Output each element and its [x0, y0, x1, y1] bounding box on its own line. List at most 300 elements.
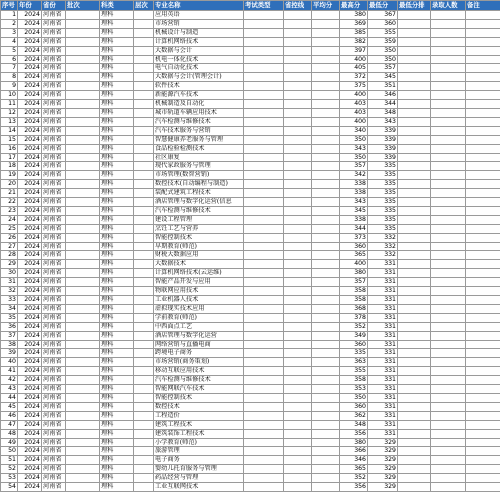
cell-major[interactable]: 工程造价 [154, 411, 244, 420]
cell-max[interactable]: 350 [340, 153, 368, 162]
cell-batch[interactable] [66, 340, 100, 349]
table-row[interactable] [1, 55, 500, 64]
table-row[interactable] [1, 91, 500, 100]
cell-exam-type[interactable] [244, 385, 284, 394]
cell-level[interactable] [134, 429, 154, 438]
cell-min-rank[interactable] [398, 402, 431, 411]
table-row[interactable] [1, 447, 500, 456]
cell-category[interactable]: 理科 [100, 447, 134, 456]
table-row[interactable] [1, 465, 500, 474]
cell-admitted[interactable] [431, 215, 466, 224]
cell-index[interactable]: 53 [1, 474, 18, 483]
cell-level[interactable] [134, 91, 154, 100]
cell-batch[interactable] [66, 233, 100, 242]
cell-min-rank[interactable] [398, 206, 431, 215]
cell-exam-type[interactable] [244, 429, 284, 438]
table-row[interactable] [1, 287, 500, 296]
cell-batch[interactable] [66, 180, 100, 189]
cell-province[interactable]: 河南省 [42, 242, 66, 251]
cell-level[interactable] [134, 393, 154, 402]
cell-exam-type[interactable] [244, 251, 284, 260]
table-row[interactable] [1, 153, 500, 162]
cell-major[interactable]: 智能网联汽车技术 [154, 385, 244, 394]
cell-min[interactable]: 329 [368, 456, 398, 465]
cell-admitted[interactable] [431, 233, 466, 242]
cell-level[interactable] [134, 447, 154, 456]
cell-max[interactable]: 345 [340, 206, 368, 215]
cell-remark[interactable] [466, 367, 500, 376]
cell-exam-type[interactable] [244, 438, 284, 447]
cell-min-rank[interactable] [398, 100, 431, 109]
cell-min[interactable]: 331 [368, 296, 398, 305]
cell-index[interactable]: 4 [1, 37, 18, 46]
cell-max[interactable]: 397 [340, 46, 368, 55]
cell-year[interactable]: 2024 [18, 108, 42, 117]
cell-year[interactable]: 2024 [18, 162, 42, 171]
cell-year[interactable]: 2024 [18, 126, 42, 135]
cell-min[interactable]: 331 [368, 260, 398, 269]
cell-exam-type[interactable] [244, 296, 284, 305]
cell-remark[interactable] [466, 135, 500, 144]
cell-average[interactable] [312, 367, 340, 376]
col-header-average[interactable]: 平均分 [312, 1, 340, 11]
cell-level[interactable] [134, 287, 154, 296]
cell-control-line[interactable] [284, 55, 312, 64]
cell-exam-type[interactable] [244, 64, 284, 73]
cell-min[interactable]: 335 [368, 180, 398, 189]
cell-control-line[interactable] [284, 376, 312, 385]
cell-level[interactable] [134, 402, 154, 411]
cell-batch[interactable] [66, 296, 100, 305]
cell-index[interactable]: 3 [1, 28, 18, 37]
cell-exam-type[interactable] [244, 206, 284, 215]
cell-major[interactable]: 电子商务 [154, 456, 244, 465]
cell-category[interactable]: 理科 [100, 206, 134, 215]
cell-exam-type[interactable] [244, 260, 284, 269]
cell-admitted[interactable] [431, 224, 466, 233]
cell-province[interactable]: 河南省 [42, 126, 66, 135]
cell-batch[interactable] [66, 429, 100, 438]
cell-category[interactable]: 理科 [100, 135, 134, 144]
cell-remark[interactable] [466, 100, 500, 109]
cell-level[interactable] [134, 144, 154, 153]
table-row[interactable] [1, 64, 500, 73]
table-row[interactable] [1, 349, 500, 358]
cell-province[interactable]: 河南省 [42, 349, 66, 358]
cell-min[interactable]: 331 [368, 287, 398, 296]
cell-max[interactable]: 360 [340, 402, 368, 411]
cell-remark[interactable] [466, 91, 500, 100]
cell-control-line[interactable] [284, 233, 312, 242]
cell-level[interactable] [134, 162, 154, 171]
cell-major[interactable]: 现代家政服务与管理 [154, 162, 244, 171]
cell-admitted[interactable] [431, 269, 466, 278]
cell-province[interactable]: 河南省 [42, 233, 66, 242]
cell-major[interactable]: 工业机器人技术 [154, 296, 244, 305]
table-row[interactable] [1, 180, 500, 189]
cell-province[interactable]: 河南省 [42, 260, 66, 269]
cell-min[interactable]: 367 [368, 11, 398, 20]
cell-index[interactable]: 43 [1, 385, 18, 394]
cell-remark[interactable] [466, 233, 500, 242]
cell-control-line[interactable] [284, 402, 312, 411]
cell-year[interactable]: 2024 [18, 331, 42, 340]
cell-exam-type[interactable] [244, 287, 284, 296]
cell-category[interactable]: 理科 [100, 322, 134, 331]
cell-index[interactable]: 34 [1, 304, 18, 313]
cell-min-rank[interactable] [398, 269, 431, 278]
cell-major[interactable]: 电气自动化技术 [154, 64, 244, 73]
cell-average[interactable] [312, 180, 340, 189]
cell-min-rank[interactable] [398, 349, 431, 358]
cell-admitted[interactable] [431, 483, 466, 492]
cell-exam-type[interactable] [244, 376, 284, 385]
cell-min-rank[interactable] [398, 278, 431, 287]
table-row[interactable] [1, 233, 500, 242]
cell-control-line[interactable] [284, 447, 312, 456]
table-row[interactable] [1, 483, 500, 492]
cell-exam-type[interactable] [244, 269, 284, 278]
cell-exam-type[interactable] [244, 224, 284, 233]
cell-average[interactable] [312, 402, 340, 411]
cell-category[interactable]: 理科 [100, 483, 134, 492]
cell-min-rank[interactable] [398, 108, 431, 117]
cell-category[interactable]: 理科 [100, 180, 134, 189]
cell-exam-type[interactable] [244, 215, 284, 224]
cell-min[interactable]: 345 [368, 73, 398, 82]
cell-exam-type[interactable] [244, 411, 284, 420]
cell-level[interactable] [134, 153, 154, 162]
cell-min-rank[interactable] [398, 242, 431, 251]
cell-min[interactable]: 355 [368, 28, 398, 37]
cell-province[interactable]: 河南省 [42, 313, 66, 322]
cell-major[interactable]: 智慧健康养老服务与管理 [154, 135, 244, 144]
cell-control-line[interactable] [284, 108, 312, 117]
cell-control-line[interactable] [284, 385, 312, 394]
cell-category[interactable]: 理科 [100, 28, 134, 37]
cell-exam-type[interactable] [244, 331, 284, 340]
cell-level[interactable] [134, 304, 154, 313]
cell-admitted[interactable] [431, 287, 466, 296]
cell-min-rank[interactable] [398, 46, 431, 55]
cell-min[interactable]: 331 [368, 393, 398, 402]
cell-major[interactable]: 药品经营与管理 [154, 474, 244, 483]
cell-province[interactable]: 河南省 [42, 73, 66, 82]
cell-control-line[interactable] [284, 64, 312, 73]
cell-remark[interactable] [466, 28, 500, 37]
table-row[interactable] [1, 278, 500, 287]
col-header-min-rank[interactable]: 最低分排 [398, 1, 431, 11]
cell-control-line[interactable] [284, 429, 312, 438]
cell-min[interactable]: 331 [368, 358, 398, 367]
cell-exam-type[interactable] [244, 447, 284, 456]
cell-index[interactable]: 46 [1, 411, 18, 420]
cell-index[interactable]: 11 [1, 100, 18, 109]
cell-min[interactable]: 331 [368, 420, 398, 429]
cell-category[interactable]: 理科 [100, 465, 134, 474]
cell-average[interactable] [312, 198, 340, 207]
cell-min-rank[interactable] [398, 340, 431, 349]
cell-category[interactable]: 理科 [100, 385, 134, 394]
cell-control-line[interactable] [284, 171, 312, 180]
cell-remark[interactable] [466, 11, 500, 20]
cell-major[interactable]: 烹饪工艺与营养 [154, 224, 244, 233]
cell-average[interactable] [312, 349, 340, 358]
cell-control-line[interactable] [284, 215, 312, 224]
cell-category[interactable]: 理科 [100, 349, 134, 358]
cell-category[interactable]: 理科 [100, 340, 134, 349]
cell-min-rank[interactable] [398, 429, 431, 438]
cell-exam-type[interactable] [244, 322, 284, 331]
cell-control-line[interactable] [284, 153, 312, 162]
cell-category[interactable]: 理科 [100, 189, 134, 198]
cell-control-line[interactable] [284, 206, 312, 215]
cell-province[interactable]: 河南省 [42, 206, 66, 215]
cell-remark[interactable] [466, 206, 500, 215]
col-header-batch[interactable]: 批次 [66, 1, 100, 11]
cell-index[interactable]: 26 [1, 233, 18, 242]
cell-major[interactable]: 智能控制技术 [154, 393, 244, 402]
col-header-exam-type[interactable]: 考试类型 [244, 1, 284, 11]
cell-remark[interactable] [466, 251, 500, 260]
cell-major[interactable]: 建设工程管理 [154, 215, 244, 224]
cell-level[interactable] [134, 385, 154, 394]
cell-index[interactable]: 49 [1, 438, 18, 447]
table-row[interactable] [1, 108, 500, 117]
cell-index[interactable]: 24 [1, 215, 18, 224]
cell-level[interactable] [134, 82, 154, 91]
cell-major[interactable]: 早期教育(师范) [154, 242, 244, 251]
cell-min[interactable]: 331 [368, 278, 398, 287]
cell-major[interactable]: 旅游管理 [154, 447, 244, 456]
cell-province[interactable]: 河南省 [42, 420, 66, 429]
cell-year[interactable]: 2024 [18, 483, 42, 492]
cell-admitted[interactable] [431, 465, 466, 474]
cell-index[interactable]: 52 [1, 465, 18, 474]
cell-year[interactable]: 2024 [18, 144, 42, 153]
cell-control-line[interactable] [284, 11, 312, 20]
cell-min-rank[interactable] [398, 322, 431, 331]
cell-admitted[interactable] [431, 108, 466, 117]
cell-control-line[interactable] [284, 367, 312, 376]
cell-average[interactable] [312, 46, 340, 55]
cell-min[interactable]: 357 [368, 64, 398, 73]
cell-admitted[interactable] [431, 367, 466, 376]
cell-year[interactable]: 2024 [18, 438, 42, 447]
cell-province[interactable]: 河南省 [42, 269, 66, 278]
cell-index[interactable]: 50 [1, 447, 18, 456]
cell-min-rank[interactable] [398, 162, 431, 171]
cell-average[interactable] [312, 483, 340, 492]
cell-major[interactable]: 数控技术(自动编程与制造) [154, 180, 244, 189]
cell-major[interactable]: 移动互联应用技术 [154, 367, 244, 376]
cell-province[interactable]: 河南省 [42, 251, 66, 260]
cell-level[interactable] [134, 474, 154, 483]
cell-control-line[interactable] [284, 91, 312, 100]
cell-index[interactable]: 28 [1, 251, 18, 260]
cell-category[interactable]: 理科 [100, 456, 134, 465]
cell-batch[interactable] [66, 144, 100, 153]
cell-level[interactable] [134, 19, 154, 28]
cell-average[interactable] [312, 233, 340, 242]
cell-exam-type[interactable] [244, 171, 284, 180]
cell-batch[interactable] [66, 304, 100, 313]
cell-exam-type[interactable] [244, 28, 284, 37]
cell-control-line[interactable] [284, 135, 312, 144]
cell-admitted[interactable] [431, 385, 466, 394]
cell-control-line[interactable] [284, 483, 312, 492]
cell-max[interactable]: 343 [340, 144, 368, 153]
cell-max[interactable]: 405 [340, 64, 368, 73]
cell-remark[interactable] [466, 376, 500, 385]
col-header-major[interactable]: 专业名称 [154, 1, 244, 11]
cell-min-rank[interactable] [398, 198, 431, 207]
cell-province[interactable]: 河南省 [42, 224, 66, 233]
cell-level[interactable] [134, 117, 154, 126]
cell-control-line[interactable] [284, 287, 312, 296]
cell-year[interactable]: 2024 [18, 251, 42, 260]
cell-max[interactable]: 342 [340, 171, 368, 180]
table-row[interactable] [1, 162, 500, 171]
cell-admitted[interactable] [431, 296, 466, 305]
cell-batch[interactable] [66, 251, 100, 260]
cell-admitted[interactable] [431, 198, 466, 207]
cell-batch[interactable] [66, 322, 100, 331]
cell-major[interactable]: 市场营销(商务策划) [154, 358, 244, 367]
cell-province[interactable]: 河南省 [42, 108, 66, 117]
table-row[interactable] [1, 411, 500, 420]
cell-exam-type[interactable] [244, 340, 284, 349]
cell-major[interactable]: 工业互联网技术 [154, 483, 244, 492]
cell-category[interactable]: 理科 [100, 402, 134, 411]
cell-average[interactable] [312, 206, 340, 215]
cell-max[interactable]: 400 [340, 117, 368, 126]
cell-level[interactable] [134, 313, 154, 322]
cell-province[interactable]: 河南省 [42, 358, 66, 367]
cell-province[interactable]: 河南省 [42, 483, 66, 492]
cell-level[interactable] [134, 215, 154, 224]
cell-remark[interactable] [466, 349, 500, 358]
cell-level[interactable] [134, 251, 154, 260]
cell-max[interactable]: 355 [340, 367, 368, 376]
cell-level[interactable] [134, 189, 154, 198]
cell-min[interactable]: 329 [368, 465, 398, 474]
cell-index[interactable]: 54 [1, 483, 18, 492]
cell-min[interactable]: 359 [368, 37, 398, 46]
cell-min[interactable]: 335 [368, 171, 398, 180]
cell-province[interactable]: 河南省 [42, 64, 66, 73]
cell-admitted[interactable] [431, 429, 466, 438]
cell-min[interactable]: 346 [368, 91, 398, 100]
cell-category[interactable]: 理科 [100, 278, 134, 287]
cell-max[interactable]: 360 [340, 242, 368, 251]
table-row[interactable] [1, 296, 500, 305]
cell-exam-type[interactable] [244, 402, 284, 411]
cell-control-line[interactable] [284, 411, 312, 420]
table-row[interactable] [1, 402, 500, 411]
cell-min-rank[interactable] [398, 260, 431, 269]
cell-min[interactable]: 351 [368, 82, 398, 91]
cell-average[interactable] [312, 411, 340, 420]
cell-admitted[interactable] [431, 420, 466, 429]
cell-exam-type[interactable] [244, 358, 284, 367]
cell-major[interactable]: 财税大数据应用 [154, 251, 244, 260]
cell-control-line[interactable] [284, 296, 312, 305]
cell-admitted[interactable] [431, 153, 466, 162]
cell-year[interactable]: 2024 [18, 117, 42, 126]
cell-min[interactable]: 335 [368, 215, 398, 224]
cell-province[interactable]: 河南省 [42, 144, 66, 153]
cell-exam-type[interactable] [244, 233, 284, 242]
cell-category[interactable]: 理科 [100, 37, 134, 46]
cell-average[interactable] [312, 144, 340, 153]
cell-remark[interactable] [466, 153, 500, 162]
cell-average[interactable] [312, 28, 340, 37]
cell-average[interactable] [312, 117, 340, 126]
cell-max[interactable]: 358 [340, 376, 368, 385]
cell-year[interactable]: 2024 [18, 402, 42, 411]
table-row[interactable] [1, 189, 500, 198]
cell-max[interactable]: 400 [340, 91, 368, 100]
cell-exam-type[interactable] [244, 456, 284, 465]
cell-batch[interactable] [66, 376, 100, 385]
cell-province[interactable]: 河南省 [42, 376, 66, 385]
cell-control-line[interactable] [284, 358, 312, 367]
cell-batch[interactable] [66, 465, 100, 474]
cell-min[interactable]: 339 [368, 135, 398, 144]
cell-min-rank[interactable] [398, 126, 431, 135]
cell-level[interactable] [134, 73, 154, 82]
cell-remark[interactable] [466, 242, 500, 251]
cell-province[interactable]: 河南省 [42, 28, 66, 37]
cell-batch[interactable] [66, 269, 100, 278]
cell-admitted[interactable] [431, 393, 466, 402]
cell-major[interactable]: 大数据与会计(管理会计) [154, 73, 244, 82]
cell-batch[interactable] [66, 242, 100, 251]
cell-category[interactable]: 理科 [100, 11, 134, 20]
cell-min[interactable]: 332 [368, 233, 398, 242]
cell-year[interactable]: 2024 [18, 367, 42, 376]
cell-exam-type[interactable] [244, 117, 284, 126]
cell-admitted[interactable] [431, 91, 466, 100]
cell-min[interactable]: 344 [368, 100, 398, 109]
table-row[interactable] [1, 206, 500, 215]
col-header-max[interactable]: 最高分 [340, 1, 368, 11]
cell-major[interactable]: 建筑装饰工程技术 [154, 429, 244, 438]
cell-max[interactable]: 385 [340, 28, 368, 37]
cell-remark[interactable] [466, 322, 500, 331]
cell-exam-type[interactable] [244, 11, 284, 20]
cell-min-rank[interactable] [398, 28, 431, 37]
cell-index[interactable]: 37 [1, 331, 18, 340]
cell-exam-type[interactable] [244, 126, 284, 135]
cell-min[interactable]: 339 [368, 126, 398, 135]
cell-batch[interactable] [66, 385, 100, 394]
cell-average[interactable] [312, 385, 340, 394]
cell-min[interactable]: 331 [368, 429, 398, 438]
cell-major[interactable]: 软件技术 [154, 82, 244, 91]
cell-batch[interactable] [66, 215, 100, 224]
cell-level[interactable] [134, 340, 154, 349]
cell-average[interactable] [312, 100, 340, 109]
cell-admitted[interactable] [431, 144, 466, 153]
cell-level[interactable] [134, 420, 154, 429]
table-row[interactable] [1, 313, 500, 322]
cell-province[interactable]: 河南省 [42, 322, 66, 331]
cell-index[interactable]: 39 [1, 349, 18, 358]
cell-batch[interactable] [66, 483, 100, 492]
cell-exam-type[interactable] [244, 367, 284, 376]
